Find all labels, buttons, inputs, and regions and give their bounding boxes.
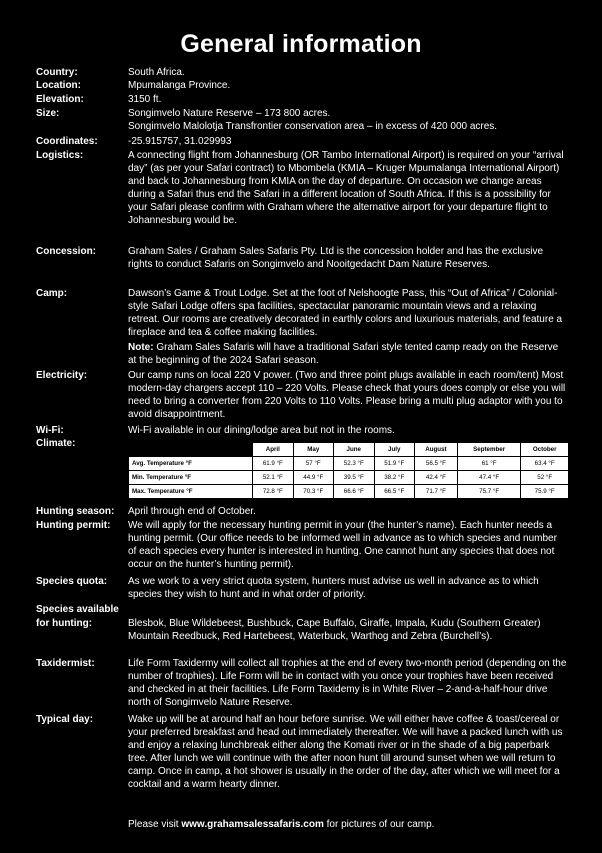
- climate-cell: 51.9 °F: [374, 457, 414, 471]
- climate-cell: 44.9 °F: [293, 471, 333, 485]
- value-taxidermist: Life Form Taxidermy will collect all trophies at the end of every two-month period (depending on the number of trophies). Life Form will be in contact with you once your trophies have been received and checked in at their facilities. Life Form Taxidemy is in White River – 2-and-a-half-hour drive north of Songimvelo Nature Reserve.: [128, 658, 567, 708]
- label-hunting-permit: Hunting permit:: [36, 520, 111, 531]
- climate-row-min: [129, 471, 569, 485]
- value-species-quota: As we work to a very strict quota system, hunters must advise us well in advance as to which species they wish to hunt and in what order of priority.: [128, 576, 539, 600]
- note-text: Graham Sales Safaris will have a traditional Safari style tented camp ready on the Reserve at the beginning of the 2024 Safari season.: [128, 342, 559, 366]
- label-climate: Climate:: [36, 438, 76, 449]
- label-typical-day: Typical day:: [36, 714, 94, 725]
- climate-cell: 72.8 °F: [253, 485, 293, 499]
- climate-table: [128, 442, 569, 499]
- website-link[interactable]: www.grahamsalessafaris.com: [181, 819, 324, 830]
- label-elevation: Elevation:: [36, 94, 84, 105]
- label-country: Country:: [36, 67, 78, 78]
- climate-cell: 61 °F: [457, 457, 520, 471]
- value-camp-note: [128, 342, 568, 368]
- footer-after: for pictures of our camp.: [323, 819, 435, 830]
- climate-month: August: [414, 443, 457, 457]
- value-coordinates: -25.915757, 31.029993: [128, 136, 232, 147]
- climate-month: July: [374, 443, 414, 457]
- value-hunting-season: April through end of October.: [128, 506, 256, 517]
- label-size: Size:: [36, 108, 60, 119]
- value-concession: Graham Sales / Graham Sales Safaris Pty. Ltd is the concession holder and has the exclusive rights to conduct Safaris on Songimvelo and Nooitgedacht Dam Nature Reserves.: [128, 246, 544, 270]
- climate-month: October: [521, 443, 569, 457]
- climate-header-row: [129, 443, 569, 457]
- climate-corner: [129, 443, 253, 457]
- value-location: Mpumalanga Province.: [128, 80, 231, 91]
- climate-row-label: Max. Temperature °F: [129, 485, 253, 499]
- climate-month: April: [253, 443, 293, 457]
- value-size: Songimvelo Nature Reserve – 173 800 acres.: [128, 108, 331, 119]
- label-camp: Camp:: [36, 288, 68, 299]
- climate-cell: 38.2 °F: [374, 471, 414, 485]
- climate-month: September: [457, 443, 520, 457]
- value-country: South Africa.: [128, 67, 185, 78]
- climate-cell: 61.9 °F: [253, 457, 293, 471]
- climate-cell: 39.5 °F: [334, 471, 374, 485]
- climate-cell: 75.7 °F: [457, 485, 520, 499]
- climate-cell: 56.5 °F: [414, 457, 457, 471]
- climate-cell: 63.4 °F: [521, 457, 569, 471]
- label-coordinates: Coordinates:: [36, 136, 98, 147]
- label-hunting-season: Hunting season:: [36, 506, 115, 517]
- climate-cell: 42.4 °F: [414, 471, 457, 485]
- value-typical-day: Wake up will be at around half an hour before sunrise. We will either have coffee & toast/cereal or your preferred breakfast and head out immediately thereafter. We will have a packed lunch with us and enjoy a relaxing lunchbreak either along the Komati river or in the shade of a big paperbark tree. After lunch we will continue with the after noon hunt till around sunset when we will return to camp. Once in camp, a hot shower is usually in the order of the day, after which we will meet for a cocktail and a warm hearty dinner.: [128, 714, 563, 790]
- label-for-hunting: for hunting:: [36, 618, 93, 629]
- value-logistics: A connecting flight from Johannesburg (OR Tambo International Airport) is required on your “arrival day” (as per your Safari contract) to Mbombela (KMIA – Kruger Mpumalanga International Airport) and back to Johannesburg from KMIA on the day of departure. On occasion we change areas during a Safari thus end the Safari in a different location of South Africa. If this is a possibility for your Safari please confirm with Graham where the alternative airport for your departure flight to Johannesburg would be.: [128, 150, 564, 226]
- label-wifi: Wi-Fi:: [36, 425, 64, 436]
- value-camp: Dawson’s Game & Trout Lodge. Set at the foot of Nelshoogte Pass, this “Out of Africa” / Colonial-style Safari Lodge offers spa facilities, spectacular panoramic mountain views and a relaxing retreat. Our rooms are creatively decorated in earthly colors and luxurious materials, and feature a fireplace and tea & coffee making facilities.: [128, 288, 563, 338]
- climate-month: June: [334, 443, 374, 457]
- label-electricity: Electricity:: [36, 370, 88, 381]
- value-electricity: Our camp runs on local 220 V power. (Two and three point plugs available in each room/tent) Most modern-day chargers accept 110 – 220 Volts. Please check that yours does comply or else you will need to bring a converter from 220 Volts to 110 Volts. Please bring a multi plug adaptor with you to avoid disappointment.: [128, 370, 566, 420]
- climate-cell: 66.5 °F: [374, 485, 414, 499]
- climate-cell: 75.9 °F: [521, 485, 569, 499]
- value-hunting-permit: We will apply for the necessary hunting permit in your (the hunter’s name). Each hunter needs a hunting permit. (Our office needs to be informed well in advance as to which species and number of each species every hunter is interested in hunting. One cannot hunt any species that does not occur on the hunter’s hunting permit).: [128, 520, 557, 570]
- value-species: Blesbok, Blue Wildebeest, Bushbuck, Cape Buffalo, Giraffe, Impala, Kudu (Southern Greater) Mountain Reedbuck, Red Hartebeest, Waterbuck, Warthog and Zebra (Burchell’s).: [128, 618, 541, 642]
- climate-row-label: Avg. Temperature °F: [129, 457, 253, 471]
- climate-cell: 52.1 °F: [253, 471, 293, 485]
- climate-cell: 57 °F: [293, 457, 333, 471]
- label-concession: Concession:: [36, 246, 97, 257]
- climate-row-max: [129, 485, 569, 499]
- label-logistics: Logistics:: [36, 150, 84, 161]
- label-species-quota: Species quota:: [36, 576, 108, 587]
- label-species-available: Species available: [36, 604, 119, 615]
- climate-cell: 66.6 °F: [334, 485, 374, 499]
- value-elevation: 3150 ft.: [128, 94, 162, 105]
- climate-cell: 52 °F: [521, 471, 569, 485]
- page-title: General information: [180, 30, 422, 58]
- footer-before: Please visit: [128, 819, 182, 830]
- note-label: Note:: [128, 342, 154, 353]
- climate-cell: 52.3 °F: [334, 457, 374, 471]
- climate-row-label: Min. Temperature °F: [129, 471, 253, 485]
- climate-row-avg: [129, 457, 569, 471]
- climate-cell: 70.3 °F: [293, 485, 333, 499]
- climate-cell: 71.7 °F: [414, 485, 457, 499]
- climate-month: May: [293, 443, 333, 457]
- footer-note: [128, 819, 434, 830]
- label-location: Location:: [36, 80, 81, 91]
- climate-cell: 47.4 °F: [457, 471, 520, 485]
- label-taxidermist: Taxidermist:: [36, 658, 95, 669]
- value-wifi: Wi-Fi available in our dining/lodge area but not in the rooms.: [128, 425, 395, 436]
- value-size-2: Songimvelo Malolotja Transfrontier conservation area – in excess of 420 000 acres.: [128, 121, 498, 132]
